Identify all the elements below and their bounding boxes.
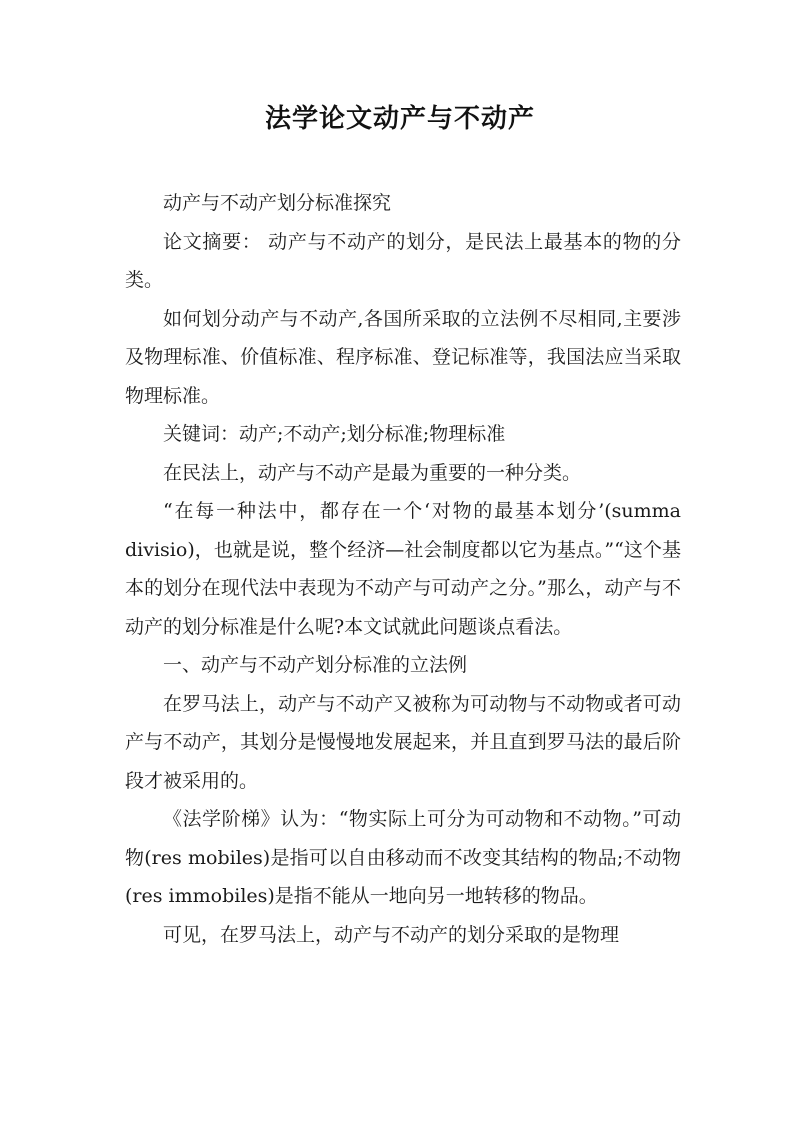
paragraph: 在民法上，动产与不动产是最为重要的一种分类。 [163, 461, 582, 484]
section-heading: 一、动产与不动产划分标准的立法例 [163, 654, 468, 676]
paragraph-keywords: 关键词：动产;不动产;划分标准;物理标准 [163, 423, 506, 445]
paragraph: 在罗马法上，动产与不动产又被称为可动物与不动物或者可动产与不动产，其划分是慢慢地发展起来，并且直到罗马法的最后阶段才被采用的。 [125, 692, 681, 792]
paragraph-quote: “在每一种法中，都存在一个‘对物的最基本划分’(summa divisio)，也就是说，整个经济—社会制度都以它为基点。”“这个基本的划分在现代法中表现为不动产与可动产之分。”那么，动产与不动产的划分标准是什么呢?本文试就此问题谈点看法。 [125, 500, 681, 638]
paragraph: 《法学阶梯》认为：“物实际上可分为可动物和不动物。”可动物(res mobiles)是指可以自由移动而不改变其结构的物品;不动物(res immobiles)是指不能从一地向另一地转移的物品。 [125, 808, 681, 907]
paragraph: 如何划分动产与不动产,各国所采取的立法例不尽相同,主要涉及物理标准、价值标准、程序标准、登记标准等，我国法应当采取物理标准。 [125, 307, 681, 407]
paragraph: 可见，在罗马法上，动产与不动产的划分采取的是物理 [163, 923, 620, 946]
paragraph-abstract: 论文摘要： 动产与不动产的划分，是民法上最基本的物的分类。 [125, 230, 681, 291]
paragraph-subtitle: 动产与不动产划分标准探究 [163, 192, 392, 214]
document-title: 法学论文动产与不动产 [264, 104, 535, 134]
document-body [125, 184, 681, 954]
